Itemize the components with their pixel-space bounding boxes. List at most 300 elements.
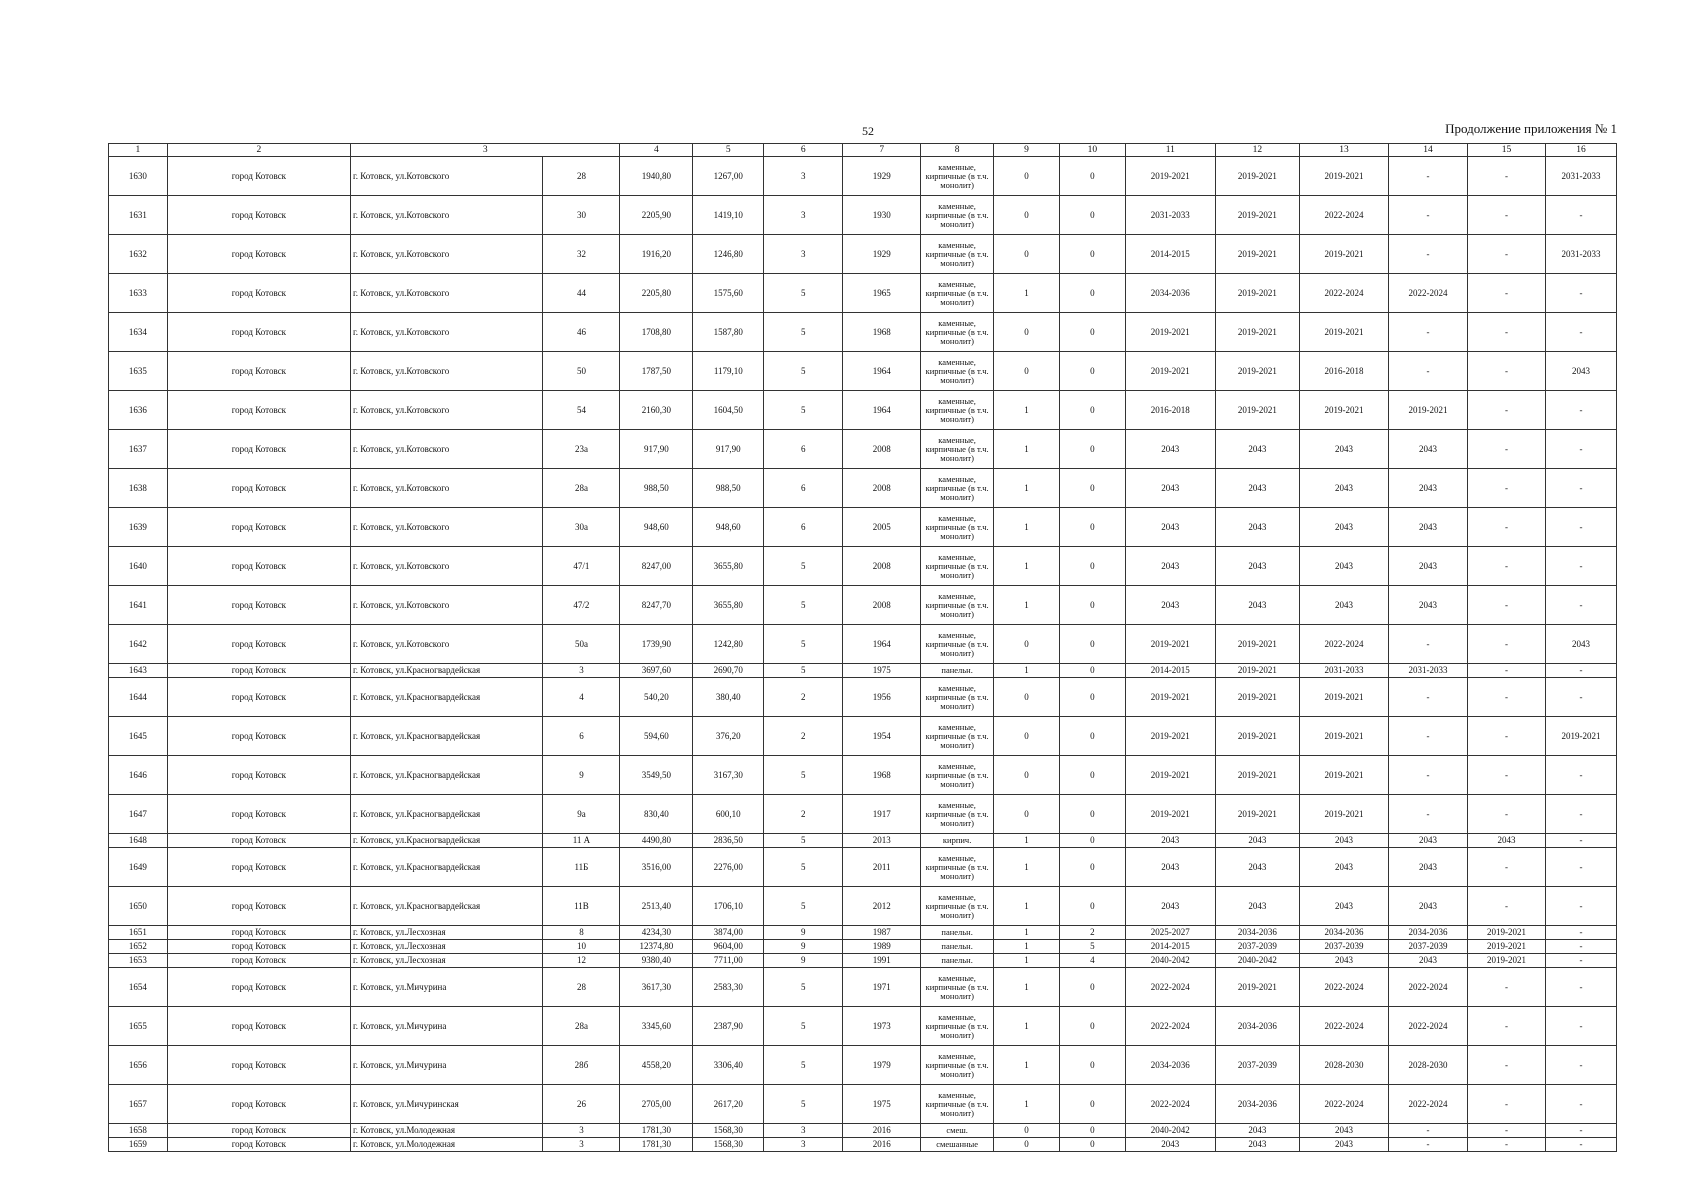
cell-year-built: 2011 [843,848,921,887]
cell-house-number: 46 [543,313,620,352]
cell-floors: 5 [764,547,843,586]
cell-living-area: 2583,30 [693,968,764,1007]
cell-address: г. Котовск, ул.Котовского [351,235,543,274]
table-row [109,954,1617,968]
column-number-2: 2 [167,144,350,157]
cell-col-15: - [1468,887,1546,926]
cell-col-14: 2022-2024 [1389,274,1468,313]
cell-locality: город Котовск [167,625,350,664]
cell-wall-material: каменные, кирпичные (в т.ч. монолит) [921,274,994,313]
cell-year-built: 1968 [843,313,921,352]
cell-col-9: 0 [994,1138,1060,1152]
cell-col-16: 2031-2033 [1545,157,1616,196]
cell-col-12: 2019-2021 [1215,274,1299,313]
cell-wall-material: каменные, кирпичные (в т.ч. монолит) [921,1085,994,1124]
table-body [109,157,1617,1152]
cell-col-11: 2022-2024 [1125,1007,1215,1046]
cell-col-12: 2019-2021 [1215,795,1299,834]
cell-col-11: 2019-2021 [1125,717,1215,756]
cell-col-15: - [1468,1046,1546,1085]
cell-floors: 9 [764,954,843,968]
cell-address: г. Котовск, ул.Лесхозная [351,926,543,940]
cell-col-10: 0 [1059,968,1125,1007]
cell-col-16: 2031-2033 [1545,235,1616,274]
cell-col-9: 1 [994,391,1060,430]
cell-col-12: 2040-2042 [1215,954,1299,968]
cell-locality: город Котовск [167,1124,350,1138]
cell-col-11: 2016-2018 [1125,391,1215,430]
cell-col-16: - [1545,678,1616,717]
cell-total-area: 540,20 [620,678,693,717]
cell-total-area: 917,90 [620,430,693,469]
cell-living-area: 2617,20 [693,1085,764,1124]
housing-registry-table [108,143,1617,1152]
cell-address: г. Котовск, ул.Котовского [351,547,543,586]
cell-year-built: 1979 [843,1046,921,1085]
cell-col-10: 0 [1059,469,1125,508]
cell-col-15: - [1468,625,1546,664]
cell-row-number: 1650 [109,887,168,926]
cell-col-16: - [1545,586,1616,625]
cell-wall-material: каменные, кирпичные (в т.ч. монолит) [921,430,994,469]
cell-locality: город Котовск [167,313,350,352]
cell-col-14: 2043 [1389,508,1468,547]
cell-col-10: 0 [1059,1124,1125,1138]
cell-col-16: - [1545,954,1616,968]
cell-col-12: 2019-2021 [1215,196,1299,235]
cell-wall-material: каменные, кирпичные (в т.ч. монолит) [921,678,994,717]
cell-col-14: - [1389,235,1468,274]
cell-year-built: 1964 [843,625,921,664]
cell-col-12: 2019-2021 [1215,352,1299,391]
cell-col-13: 2022-2024 [1299,968,1388,1007]
cell-total-area: 12374,80 [620,940,693,954]
cell-year-built: 1956 [843,678,921,717]
cell-col-15: 2019-2021 [1468,940,1546,954]
cell-row-number: 1638 [109,469,168,508]
cell-wall-material: панельн. [921,940,994,954]
cell-col-13: 2031-2033 [1299,664,1388,678]
cell-total-area: 1787,50 [620,352,693,391]
cell-col-12: 2037-2039 [1215,940,1299,954]
cell-col-16: - [1545,756,1616,795]
appendix-caption: Продолжение приложения № 1 [1445,121,1617,136]
cell-col-11: 2022-2024 [1125,968,1215,1007]
cell-col-9: 0 [994,625,1060,664]
cell-col-9: 0 [994,756,1060,795]
cell-year-built: 2008 [843,430,921,469]
cell-house-number: 54 [543,391,620,430]
cell-house-number: 9а [543,795,620,834]
cell-col-14: 2028-2030 [1389,1046,1468,1085]
cell-house-number: 50 [543,352,620,391]
cell-locality: город Котовск [167,391,350,430]
table-row [109,664,1617,678]
cell-total-area: 3345,60 [620,1007,693,1046]
cell-col-9: 1 [994,834,1060,848]
cell-living-area: 3167,30 [693,756,764,795]
cell-col-11: 2014-2015 [1125,940,1215,954]
cell-col-9: 0 [994,157,1060,196]
cell-address: г. Котовск, ул.Мичурина [351,1046,543,1085]
table-row [109,887,1617,926]
cell-col-15: - [1468,664,1546,678]
cell-address: г. Котовск, ул.Красногвардейская [351,834,543,848]
cell-col-11: 2019-2021 [1125,625,1215,664]
cell-wall-material: каменные, кирпичные (в т.ч. монолит) [921,756,994,795]
cell-col-13: 2043 [1299,508,1388,547]
table-row [109,625,1617,664]
cell-floors: 5 [764,1085,843,1124]
cell-house-number: 26 [543,1085,620,1124]
cell-living-area: 1575,60 [693,274,764,313]
cell-col-15: - [1468,157,1546,196]
cell-col-14: - [1389,352,1468,391]
cell-col-11: 2043 [1125,834,1215,848]
cell-col-11: 2014-2015 [1125,664,1215,678]
cell-address: г. Котовск, ул.Котовского [351,508,543,547]
column-number-7: 7 [843,144,921,157]
cell-col-10: 0 [1059,352,1125,391]
cell-col-14: 2043 [1389,848,1468,887]
cell-address: г. Котовск, ул.Котовского [351,430,543,469]
cell-locality: город Котовск [167,756,350,795]
cell-total-area: 3617,30 [620,968,693,1007]
cell-col-15: - [1468,678,1546,717]
cell-col-9: 1 [994,1085,1060,1124]
cell-total-area: 594,60 [620,717,693,756]
cell-col-14: - [1389,1124,1468,1138]
cell-col-13: 2043 [1299,1124,1388,1138]
cell-year-built: 1968 [843,756,921,795]
cell-row-number: 1653 [109,954,168,968]
cell-living-area: 917,90 [693,430,764,469]
cell-col-13: 2043 [1299,430,1388,469]
cell-col-10: 0 [1059,625,1125,664]
cell-row-number: 1640 [109,547,168,586]
cell-col-13: 2019-2021 [1299,678,1388,717]
cell-living-area: 600,10 [693,795,764,834]
cell-col-14: - [1389,1138,1468,1152]
table-row [109,157,1617,196]
cell-living-area: 9604,00 [693,940,764,954]
cell-living-area: 1242,80 [693,625,764,664]
cell-floors: 3 [764,235,843,274]
column-number-12: 12 [1215,144,1299,157]
table-row [109,1046,1617,1085]
cell-col-16: - [1545,508,1616,547]
cell-year-built: 1965 [843,274,921,313]
cell-house-number: 30а [543,508,620,547]
cell-wall-material: каменные, кирпичные (в т.ч. монолит) [921,508,994,547]
cell-col-10: 0 [1059,717,1125,756]
cell-locality: город Котовск [167,196,350,235]
cell-col-10: 0 [1059,1007,1125,1046]
cell-total-area: 2513,40 [620,887,693,926]
cell-address: г. Котовск, ул.Котовского [351,196,543,235]
cell-total-area: 8247,70 [620,586,693,625]
cell-col-10: 0 [1059,586,1125,625]
cell-col-12: 2019-2021 [1215,157,1299,196]
cell-col-10: 0 [1059,887,1125,926]
cell-total-area: 1739,90 [620,625,693,664]
cell-total-area: 1781,30 [620,1124,693,1138]
cell-col-16: - [1545,1007,1616,1046]
cell-year-built: 2008 [843,586,921,625]
cell-col-10: 0 [1059,848,1125,887]
cell-wall-material: каменные, кирпичные (в т.ч. монолит) [921,469,994,508]
cell-col-10: 0 [1059,547,1125,586]
cell-col-16: 2019-2021 [1545,717,1616,756]
cell-col-15: - [1468,196,1546,235]
cell-living-area: 948,60 [693,508,764,547]
cell-col-11: 2043 [1125,1138,1215,1152]
cell-year-built: 1971 [843,968,921,1007]
column-number-11: 11 [1125,144,1215,157]
cell-living-area: 1568,30 [693,1138,764,1152]
cell-row-number: 1633 [109,274,168,313]
cell-address: г. Котовск, ул.Красногвардейская [351,717,543,756]
cell-year-built: 2013 [843,834,921,848]
cell-col-11: 2040-2042 [1125,1124,1215,1138]
cell-wall-material: каменные, кирпичные (в т.ч. монолит) [921,547,994,586]
cell-wall-material: каменные, кирпичные (в т.ч. монолит) [921,848,994,887]
cell-col-9: 1 [994,586,1060,625]
cell-address: г. Котовск, ул.Красногвардейская [351,848,543,887]
cell-wall-material: каменные, кирпичные (в т.ч. монолит) [921,196,994,235]
cell-row-number: 1634 [109,313,168,352]
cell-house-number: 3 [543,1124,620,1138]
cell-col-12: 2037-2039 [1215,1046,1299,1085]
cell-col-11: 2019-2021 [1125,157,1215,196]
cell-col-15: - [1468,430,1546,469]
column-number-15: 15 [1468,144,1546,157]
cell-col-15: 2019-2021 [1468,926,1546,940]
cell-col-15: - [1468,508,1546,547]
cell-floors: 3 [764,1138,843,1152]
table-row [109,795,1617,834]
cell-col-16: - [1545,1046,1616,1085]
cell-total-area: 4490,80 [620,834,693,848]
cell-living-area: 3874,00 [693,926,764,940]
cell-col-12: 2019-2021 [1215,717,1299,756]
cell-wall-material: каменные, кирпичные (в т.ч. монолит) [921,968,994,1007]
cell-col-16: - [1545,940,1616,954]
cell-col-10: 0 [1059,678,1125,717]
cell-floors: 5 [764,352,843,391]
cell-row-number: 1655 [109,1007,168,1046]
column-number-14: 14 [1389,144,1468,157]
cell-col-13: 2043 [1299,586,1388,625]
cell-address: г. Котовск, ул.Котовского [351,391,543,430]
cell-col-15: - [1468,968,1546,1007]
cell-house-number: 32 [543,235,620,274]
cell-col-15: 2019-2021 [1468,954,1546,968]
cell-address: г. Котовск, ул.Мичурина [351,1007,543,1046]
cell-col-15: - [1468,274,1546,313]
cell-row-number: 1632 [109,235,168,274]
cell-year-built: 1989 [843,940,921,954]
cell-col-12: 2034-2036 [1215,1085,1299,1124]
cell-col-14: - [1389,795,1468,834]
table-row [109,940,1617,954]
cell-col-11: 2043 [1125,430,1215,469]
cell-col-12: 2043 [1215,469,1299,508]
cell-wall-material: каменные, кирпичные (в т.ч. монолит) [921,313,994,352]
cell-col-14: - [1389,157,1468,196]
table-row [109,313,1617,352]
cell-col-11: 2019-2021 [1125,795,1215,834]
cell-col-13: 2019-2021 [1299,313,1388,352]
cell-row-number: 1648 [109,834,168,848]
cell-col-14: 2043 [1389,430,1468,469]
column-number-row [109,144,1617,157]
cell-col-14: 2022-2024 [1389,1007,1468,1046]
cell-col-10: 0 [1059,391,1125,430]
cell-house-number: 44 [543,274,620,313]
cell-wall-material: каменные, кирпичные (в т.ч. монолит) [921,887,994,926]
cell-col-15: - [1468,1007,1546,1046]
cell-col-10: 5 [1059,940,1125,954]
cell-floors: 5 [764,274,843,313]
cell-col-16: - [1545,547,1616,586]
cell-col-14: 2043 [1389,547,1468,586]
cell-col-15: - [1468,547,1546,586]
cell-wall-material: каменные, кирпичные (в т.ч. монолит) [921,391,994,430]
cell-locality: город Котовск [167,157,350,196]
cell-col-12: 2043 [1215,848,1299,887]
cell-row-number: 1645 [109,717,168,756]
cell-col-16: - [1545,1085,1616,1124]
cell-year-built: 1917 [843,795,921,834]
cell-house-number: 11 А [543,834,620,848]
cell-living-area: 3655,80 [693,547,764,586]
cell-year-built: 1973 [843,1007,921,1046]
cell-col-16: - [1545,430,1616,469]
table-row [109,391,1617,430]
cell-row-number: 1639 [109,508,168,547]
cell-row-number: 1641 [109,586,168,625]
cell-house-number: 47/2 [543,586,620,625]
cell-total-area: 1781,30 [620,1138,693,1152]
cell-house-number: 3 [543,664,620,678]
cell-col-10: 0 [1059,430,1125,469]
cell-house-number: 23а [543,430,620,469]
cell-locality: город Котовск [167,664,350,678]
cell-total-area: 988,50 [620,469,693,508]
cell-col-13: 2028-2030 [1299,1046,1388,1085]
cell-col-15: - [1468,1138,1546,1152]
cell-col-9: 1 [994,1046,1060,1085]
cell-locality: город Котовск [167,1046,350,1085]
cell-col-11: 2034-2036 [1125,1046,1215,1085]
cell-house-number: 9 [543,756,620,795]
cell-col-13: 2043 [1299,887,1388,926]
cell-address: г. Котовск, ул.Молодежная [351,1138,543,1152]
cell-total-area: 1940,80 [620,157,693,196]
cell-wall-material: кирпич. [921,834,994,848]
cell-col-11: 2043 [1125,887,1215,926]
cell-year-built: 2005 [843,508,921,547]
cell-col-14: 2019-2021 [1389,391,1468,430]
table-row [109,196,1617,235]
cell-locality: город Котовск [167,508,350,547]
cell-floors: 6 [764,508,843,547]
cell-col-12: 2043 [1215,1138,1299,1152]
cell-col-16: - [1545,795,1616,834]
cell-col-12: 2019-2021 [1215,235,1299,274]
cell-living-area: 2690,70 [693,664,764,678]
cell-col-9: 0 [994,235,1060,274]
cell-col-11: 2022-2024 [1125,1085,1215,1124]
cell-col-11: 2031-2033 [1125,196,1215,235]
cell-col-16: - [1545,834,1616,848]
cell-total-area: 2705,00 [620,1085,693,1124]
cell-col-9: 1 [994,940,1060,954]
cell-address: г. Котовск, ул.Мичурина [351,968,543,1007]
cell-col-9: 0 [994,678,1060,717]
cell-col-10: 0 [1059,1046,1125,1085]
cell-row-number: 1659 [109,1138,168,1152]
cell-floors: 5 [764,1007,843,1046]
cell-col-13: 2043 [1299,954,1388,968]
cell-col-14: 2034-2036 [1389,926,1468,940]
cell-house-number: 12 [543,954,620,968]
cell-total-area: 2160,30 [620,391,693,430]
cell-row-number: 1642 [109,625,168,664]
cell-col-15: - [1468,795,1546,834]
cell-living-area: 2387,90 [693,1007,764,1046]
cell-total-area: 3697,60 [620,664,693,678]
table-row [109,926,1617,940]
cell-floors: 6 [764,469,843,508]
cell-col-15: - [1468,1124,1546,1138]
cell-total-area: 2205,90 [620,196,693,235]
cell-living-area: 3306,40 [693,1046,764,1085]
cell-wall-material: смешанные [921,1138,994,1152]
cell-col-10: 0 [1059,1085,1125,1124]
column-number-9: 9 [994,144,1060,157]
cell-year-built: 1964 [843,391,921,430]
cell-row-number: 1630 [109,157,168,196]
cell-col-10: 0 [1059,664,1125,678]
cell-address: г. Котовск, ул.Котовского [351,313,543,352]
cell-year-built: 2016 [843,1138,921,1152]
cell-address: г. Котовск, ул.Красногвардейская [351,795,543,834]
cell-floors: 5 [764,848,843,887]
cell-col-10: 4 [1059,954,1125,968]
cell-col-13: 2022-2024 [1299,196,1388,235]
cell-house-number: 11Б [543,848,620,887]
table-row [109,834,1617,848]
cell-wall-material: каменные, кирпичные (в т.ч. монолит) [921,717,994,756]
cell-total-area: 4558,20 [620,1046,693,1085]
column-number-1: 1 [109,144,168,157]
cell-col-9: 0 [994,717,1060,756]
cell-col-14: 2043 [1389,586,1468,625]
cell-wall-material: каменные, кирпичные (в т.ч. монолит) [921,586,994,625]
cell-house-number: 28 [543,968,620,1007]
cell-floors: 2 [764,795,843,834]
cell-total-area: 3549,50 [620,756,693,795]
cell-row-number: 1635 [109,352,168,391]
cell-wall-material: каменные, кирпичные (в т.ч. монолит) [921,1046,994,1085]
cell-col-9: 1 [994,664,1060,678]
cell-wall-material: панельн. [921,664,994,678]
cell-col-14: - [1389,678,1468,717]
table-row [109,1007,1617,1046]
cell-col-12: 2043 [1215,508,1299,547]
